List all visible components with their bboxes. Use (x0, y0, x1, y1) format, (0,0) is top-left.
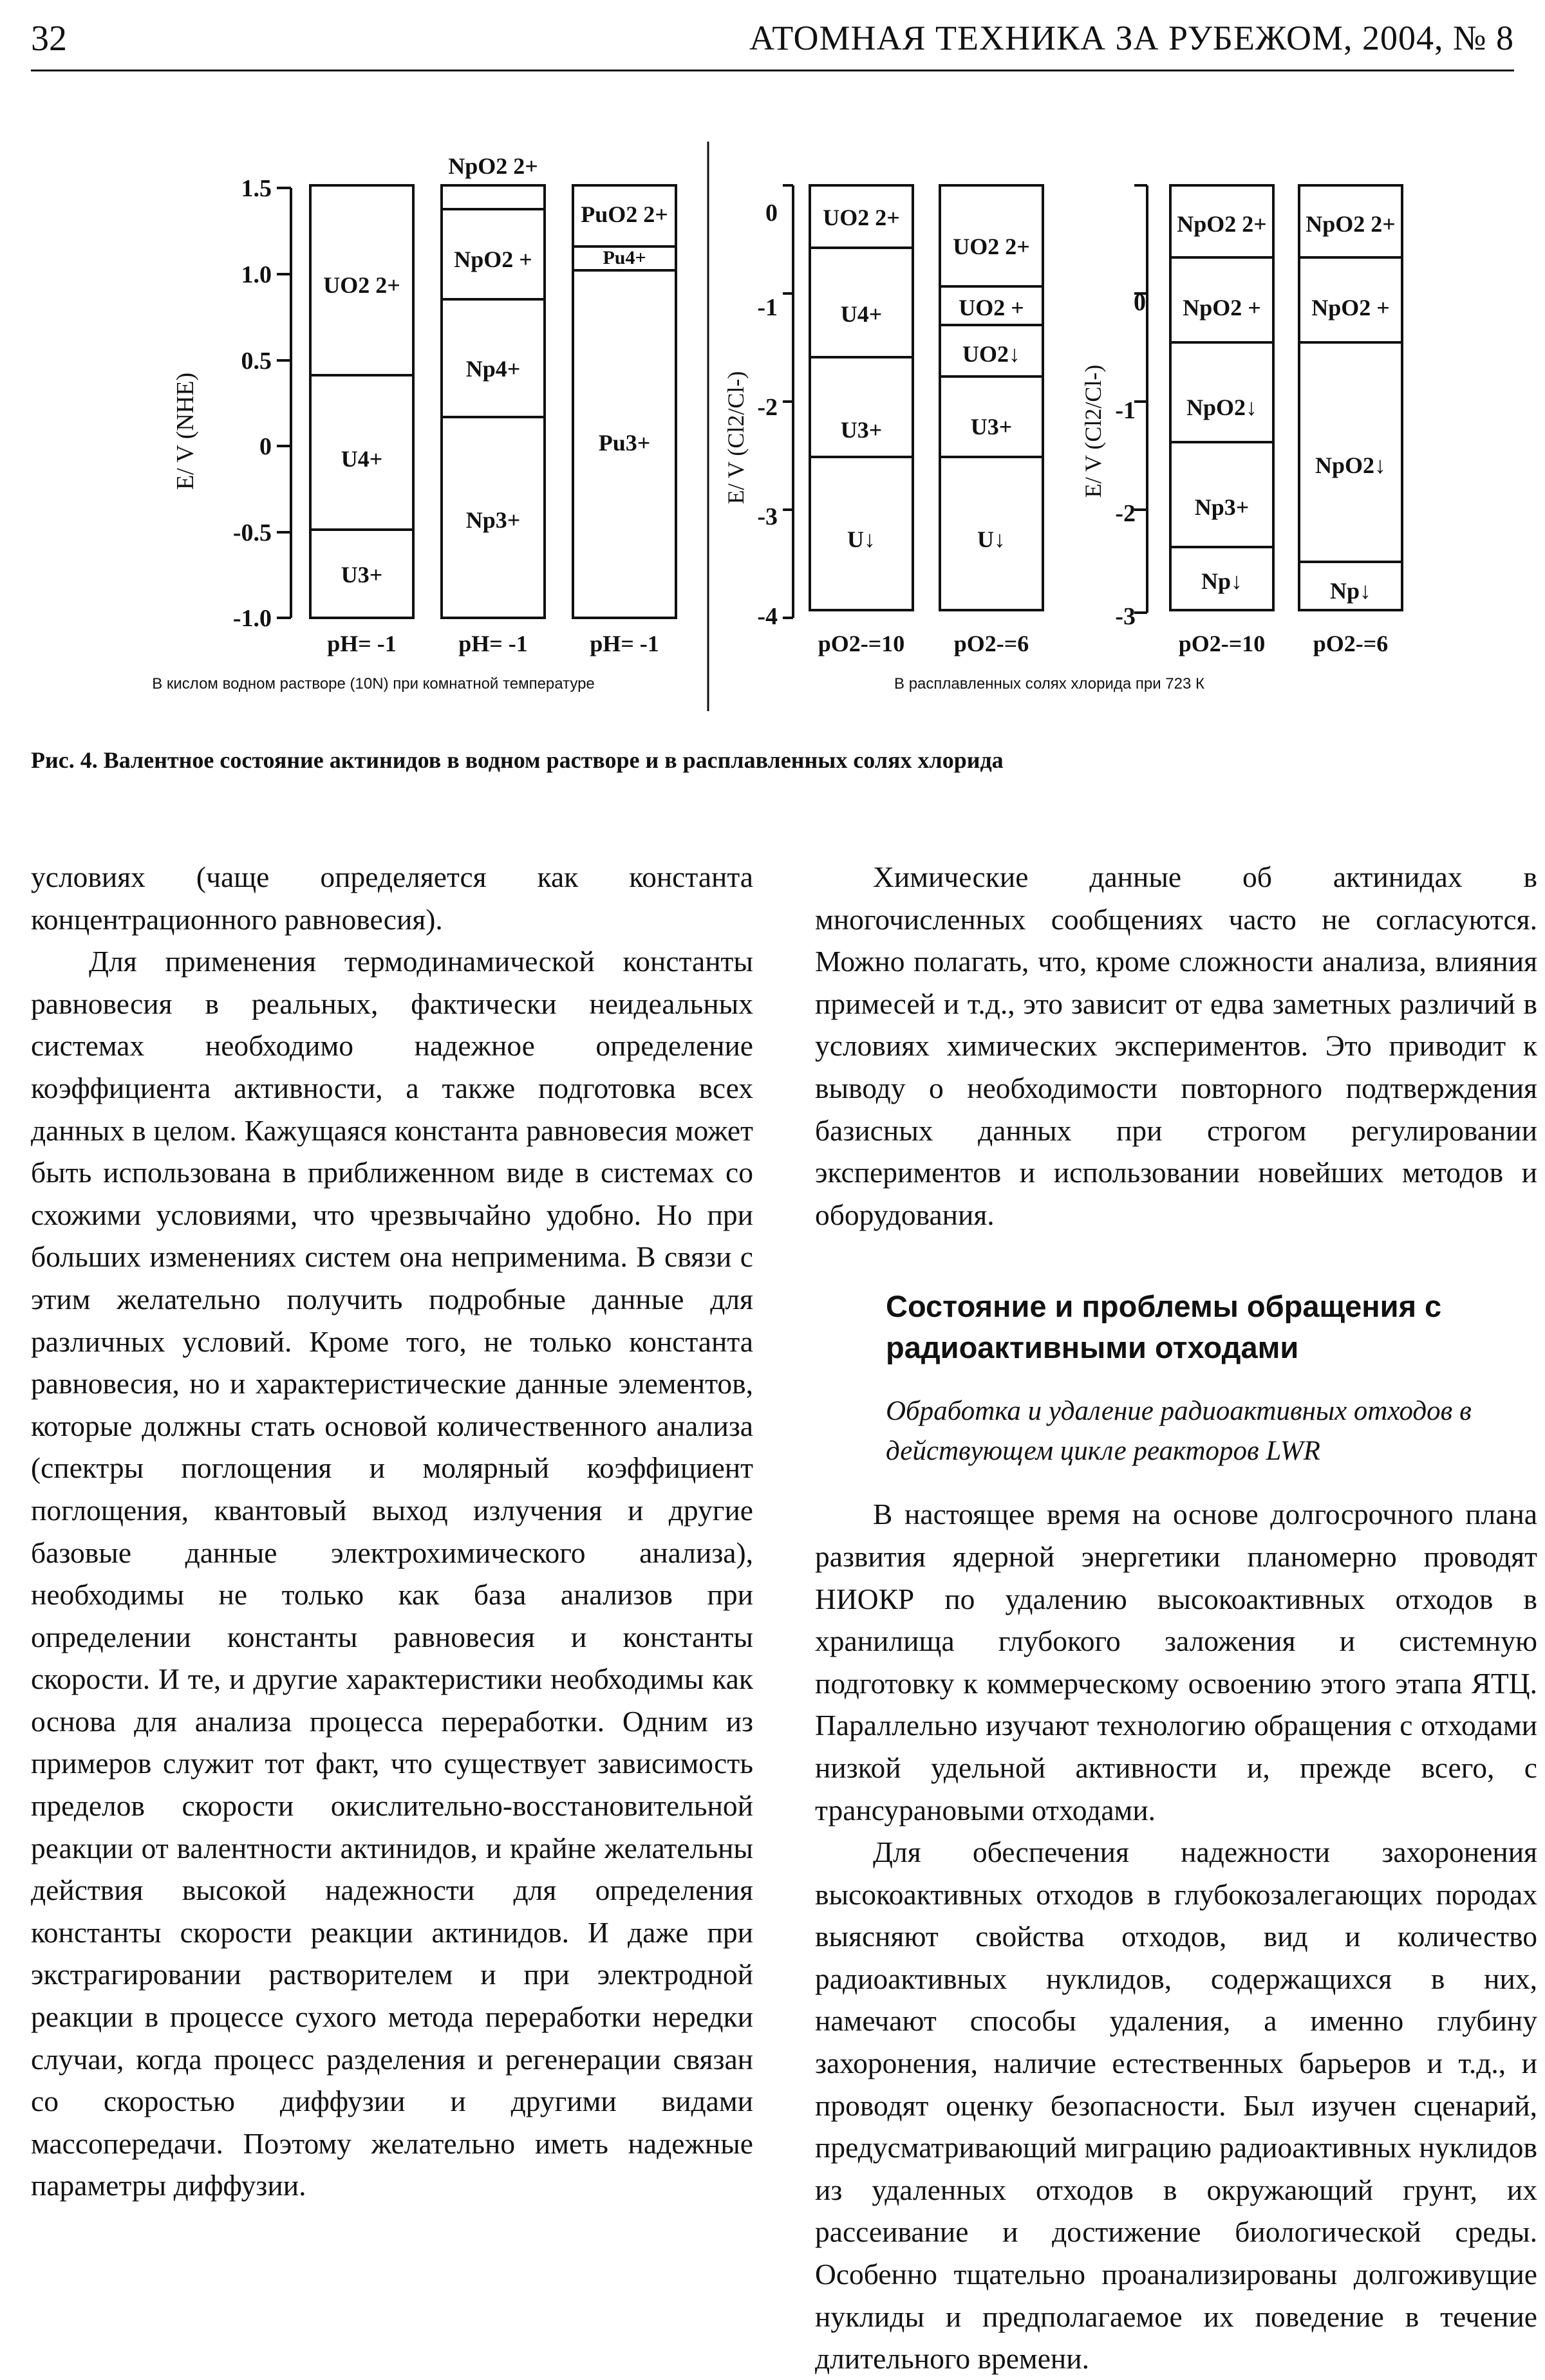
np-molten-label: NpO2 2+ (1306, 211, 1396, 237)
np-molten-label: Np↓ (1329, 578, 1372, 604)
u-molten-label: U↓ (847, 526, 876, 552)
u-tick: -4 (757, 603, 778, 630)
u-molten-label: U3+ (840, 417, 883, 443)
u-molten-label: UO2↓ (962, 341, 1020, 367)
header-rule (31, 70, 1514, 71)
aq-tick: 0 (259, 433, 272, 460)
np-molten-label: NpO2↓ (1315, 452, 1387, 478)
np-tick: -1 (1115, 397, 1136, 424)
np-tick: 0 (1134, 289, 1146, 316)
np-molten-label: NpO2 2+ (1177, 211, 1267, 237)
np-po-label: pO2-=10 (1178, 631, 1266, 656)
aq-tick: 1.0 (241, 261, 272, 288)
right-paragraph: Для обеспечения надежности захоронения высокоактивных отходов в глубокозалегающих породах выясняют свойства отходов, вид и количество радиоактивных нуклидов, содержащихся в них, намечают способы удаления, а именно глубину захоронения, наличие естественных барьеров и т.д., и проводят оценку безопасности. Был изучен сценарий, предусматривающий миграцию радиоактивных нуклидов из удаленных отходов в окружающий грунт, их рассеивание и достижение биологической среды. Особенно тщательно проанализированы долгоживущие нуклиды и предполагаемое их поведение в течение длительного времени. (815, 1836, 1537, 2375)
aqueous-panel (152, 153, 676, 693)
u-molten-label: UO2 2+ (823, 205, 900, 230)
section-subheading: Обработка и удаление радиоактивных отходов в действующем цикле реакторов LWR (886, 1396, 1472, 1467)
aq-pu-label: Pu3+ (598, 430, 651, 456)
u-molten-label: UO2 2+ (953, 234, 1030, 259)
np-molten-label: Np3+ (1194, 494, 1250, 520)
section-heading: Состояние и проблемы обращения с радиоактивными отходами (886, 1289, 1442, 1365)
figure-caption: Рис. 4. Валентное состояние актинидов в водном растворе и в расплавленных солях хлорида (31, 747, 1004, 773)
np-po-label: pO2-=6 (1313, 631, 1389, 656)
u-tick: -3 (757, 503, 778, 530)
aq-np-label: Np3+ (465, 507, 521, 533)
u-tick: 0 (765, 200, 778, 227)
u-molten-label: UO2 + (959, 295, 1024, 321)
aq-u-label: UO2 2+ (323, 272, 400, 298)
np-molten-label: NpO2↓ (1186, 395, 1258, 420)
left-column (31, 856, 753, 2207)
u-po-label: pO2-=10 (818, 631, 905, 656)
u-molten-label: U4+ (840, 301, 883, 327)
aq-pu-label: PuO2 2+ (581, 201, 668, 227)
journal-title: АТОМНАЯ ТЕХНИКА ЗА РУБЕЖОМ, 2004, № 8 (749, 19, 1514, 57)
np-tick: -2 (1115, 500, 1136, 527)
aq-u-label: U3+ (341, 562, 383, 588)
aq-np-label: NpO2 + (454, 246, 532, 272)
left-paragraph: Для применения термодинамической константы равновесия в реальных, фактически неидеальных системах необходимо надежное определение коэффициента активности, а также подготовка всех данных в целом. Кажущаяся константа равновесия может быть использована в приближенном виде в системах со схожими условиями, что чрезвычайно удобно. Но при больших изменениях систем она неприменима. В связи с этим желательно получить подробные данные для различных условий. Кроме того, не только константа равновесия, но и характеристические данные элементов, которые должны стать основой количественного анализа (спектры поглощения и молярный коэффициент поглощения, квантовый выход излучения и другие базовые данные электрохимического анализа), необходимы не только как база анализов при определении константы равновесия и константы скорости. И те, и другие характеристики необходимы как основа для анализа процесса переработки. Одним из примеров служит тот факт, что существует зависимость пределов скорости окислительно-восстановительной реакции от валентности актинидов, и крайне желательны действия высокой надежности для определения константы скорости реакции актинидов. И даже при экстрагировании растворителем и при электродной реакции в процессе сухого метода переработки нередки случаи, когда процесс разделения и регенерации связан со скоростью диффузии и другими видами массопередачи. Поэтому желательно иметь надежные параметры диффузии. (31, 945, 753, 2202)
aq-ph-label: pH= -1 (458, 631, 528, 656)
right-paragraph: В настоящее время на основе долгосрочного плана развития ядерной энергетики планомерно проводят НИОКР по удалению высокоактивных отходов в хранилища глубокого заложения и системную подготовку к коммерческому освоению этого этапа ЯТЦ. Параллельно изучают технологию обращения с отходами низкой удельной активности и, прежде всего, с трансурановыми отходами. (815, 1498, 1537, 1827)
aqueous-caption: В кислом водном растворе (10N) при комнатной температуре (152, 675, 595, 693)
np-molten-label: NpO2 + (1183, 295, 1261, 321)
np-molten-label: Np↓ (1201, 568, 1243, 594)
u-molten-label: U3+ (970, 414, 1013, 440)
u-molten-label: U↓ (977, 526, 1006, 552)
aq-np-label: Np4+ (465, 356, 521, 382)
np-tick: -3 (1115, 603, 1136, 630)
figure-4 (0, 129, 1545, 721)
u-po-label: pO2-=6 (953, 631, 1029, 656)
aq-tick: 0.5 (241, 348, 272, 375)
u-tick: -2 (757, 394, 778, 421)
aq-pu-label: Pu4+ (603, 247, 646, 268)
np-molten-ylabel: E/ V (Cl2/Cl-) (1080, 364, 1106, 498)
page-number: 32 (31, 19, 67, 59)
u-tick: -1 (757, 294, 778, 321)
right-intro-paragraph: Химические данные об актинидах в многочисленных сообщениях часто не согласуются. Можно полагать, что, кроме сложности анализа, влияния примесей и т.д., это зависит от едва заметных различий в условиях химических экспериментов. Это приводит к выводу о необходимости повторного подтверждения базисных данных при строгом регулировании экспериментов и использовании новейших методов и оборудования. (815, 860, 1537, 1231)
aq-ph-label: pH= -1 (590, 631, 659, 656)
np-molten-label: NpO2 + (1311, 295, 1390, 321)
molten-uranium-panel (723, 185, 1043, 656)
npo2-2plus-top-label: NpO2 2+ (448, 153, 538, 179)
aq-tick: -1.0 (232, 605, 272, 632)
aq-ph-label: pH= -1 (327, 631, 397, 656)
aq-tick: -0.5 (232, 519, 272, 546)
u-molten-ylabel: E/ V (Cl2/Cl-) (723, 371, 749, 505)
aqueous-ylabel: E/ V (NHE) (172, 372, 199, 490)
molten-caption: В расплавленных солях хлорида при 723 К (894, 675, 1204, 693)
aq-u-label: U4+ (341, 446, 383, 472)
aq-tick: 1.5 (241, 175, 272, 202)
right-column (815, 856, 1537, 2380)
left-paragraph: условиях (чаще определяется как константа концентрационного равновесия). (31, 860, 753, 936)
